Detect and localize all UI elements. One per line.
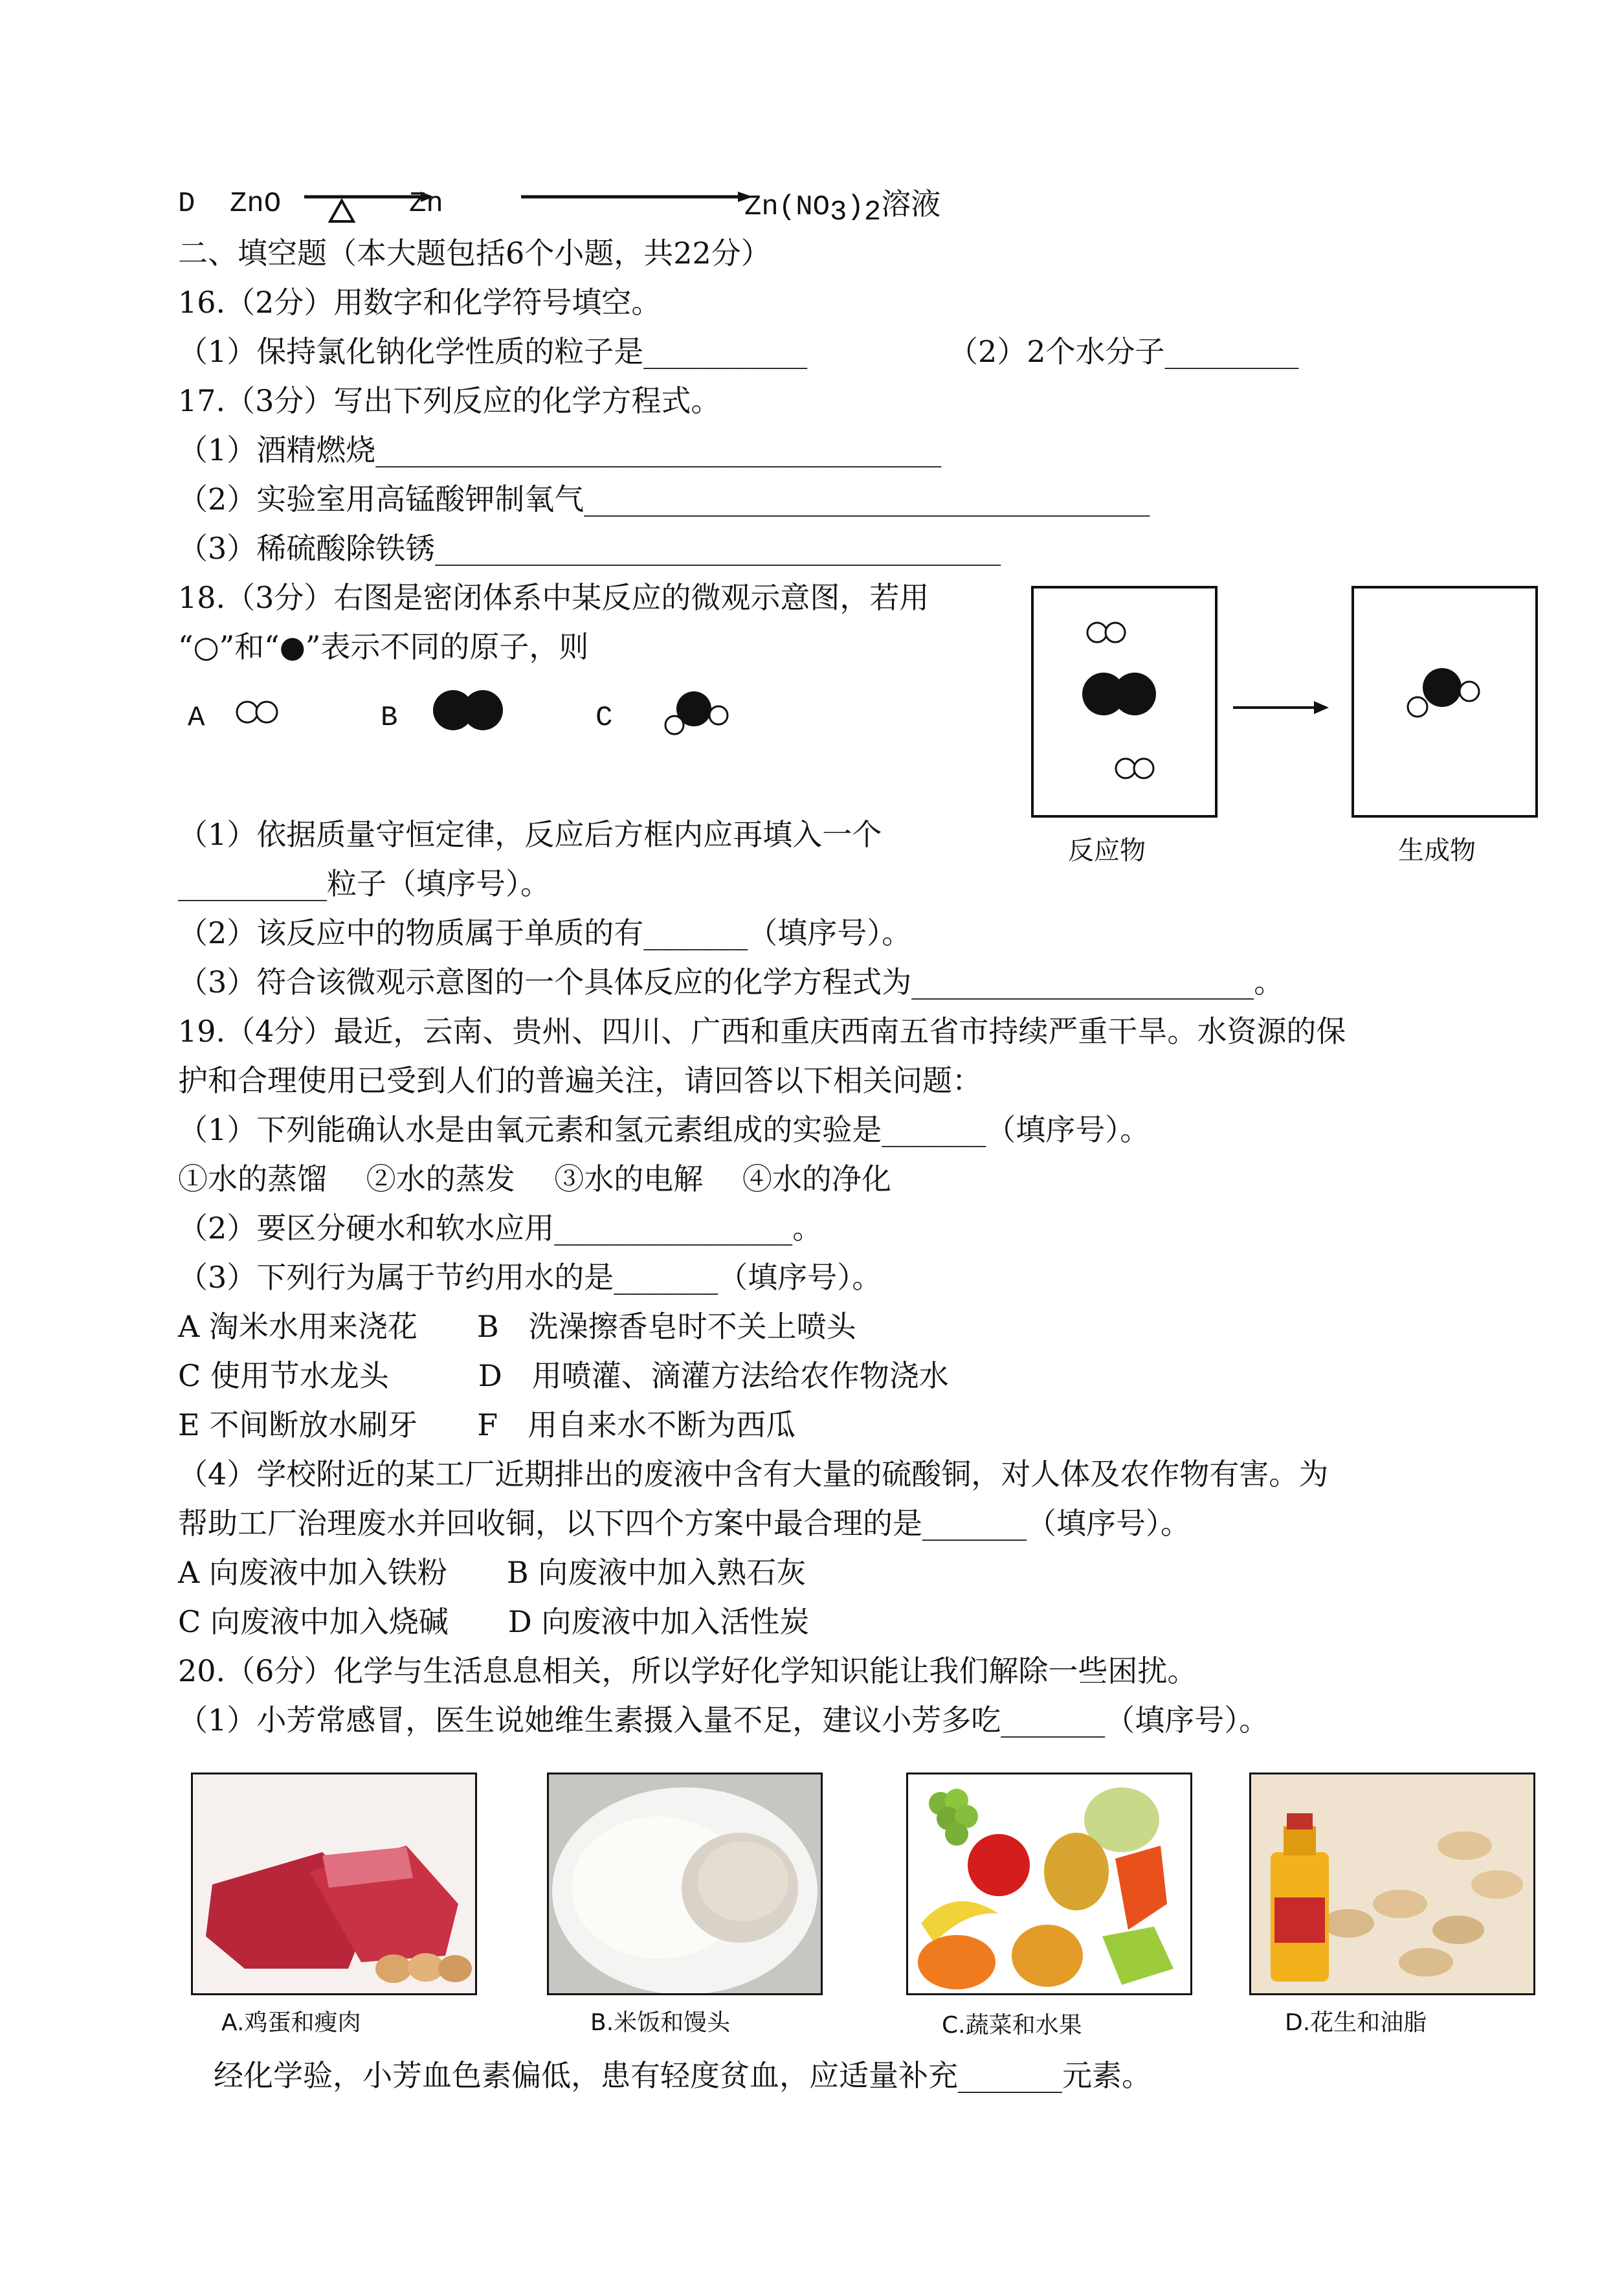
food-image-rice-bun	[547, 1773, 823, 1995]
rice-bun-icon	[549, 1774, 821, 1993]
q16-part2: （2）2个水分子_________	[948, 334, 1299, 369]
food-caption-c: C.蔬菜和水果	[942, 2012, 1082, 2039]
q19-part4-row2: C 向废液中加入烧碱 D 向废液中加入活性炭	[178, 1604, 810, 1639]
option-d-intermediate: Zn	[409, 188, 443, 220]
q19-part4-line1: （4）学校附近的某工厂近期排出的废液中含有大量的硫酸铜，对人体及农作物有害。为	[178, 1457, 1329, 1492]
option-d-letter: D	[178, 188, 195, 220]
q16-stem: 16.（2分）用数字和化学符号填空。	[178, 285, 662, 320]
q17-part3: （3）稀硫酸除铁锈______________________________________	[178, 531, 1001, 566]
q19-part3-row3: E 不间断放水刷牙 F 用自来水不断为西瓜	[178, 1407, 796, 1442]
food-image-fruits-vegetables	[906, 1773, 1192, 1995]
reactant-molecule-middle	[1082, 669, 1166, 721]
q18-stem-line2: “○”和“●”表示不同的原子，则	[178, 629, 589, 664]
q18-stem-line1: 18.（3分）右图是密闭体系中某反应的微观示意图，若用	[178, 580, 929, 615]
q18-option-c-molecule	[655, 686, 739, 744]
q19-stem-line2: 护和合理使用已受到人们的普遍关注，请回答以下相关问题：	[178, 1063, 982, 1098]
q18-option-a-label: A	[188, 702, 205, 734]
q18-part2: （2）该反应中的物质属于单质的有_______（填序号）。	[178, 915, 912, 950]
q19-part4-row1: A 向废液中加入铁粉 B 向废液中加入熟石灰	[178, 1555, 806, 1590]
food-caption-d: D.花生和油脂	[1285, 2009, 1427, 2036]
food-caption-a: A.鸡蛋和瘦肉	[221, 2009, 361, 2036]
peanuts-oil-icon	[1251, 1774, 1533, 1993]
q20-stem: 20.（6分）化学与生活息息相关，所以学好化学知识能让我们解除一些困扰。	[178, 1653, 1197, 1688]
q18-option-c-label: C	[595, 702, 613, 734]
q19-part3-row2: C 使用节水龙头 D 用喷灌、滴灌方法给农作物浇水	[178, 1358, 949, 1393]
option-d-reactant: ZnO	[230, 188, 282, 220]
q19-part3: （3）下列行为属于节约用水的是_______（填序号）。	[178, 1260, 882, 1295]
reactant-label: 反应物	[1068, 836, 1146, 866]
q19-part2: （2）要区分硬水和软水应用________________。	[178, 1211, 823, 1246]
option-d-product: $Zn(NO_3)_2$溶液	[744, 186, 941, 229]
reaction-arrow-icon	[1233, 700, 1330, 715]
food-image-peanuts-oil	[1249, 1773, 1535, 1995]
reactant-molecule-top	[1085, 621, 1150, 647]
q17-part1: （1）酒精燃烧______________________________________	[178, 432, 942, 467]
q18-option-b-label: B	[381, 702, 398, 734]
q19-part3-row1: A 淘米水用来浇花 B 洗澡擦香皂时不关上喷头	[178, 1309, 856, 1344]
arrow-right-icon	[521, 192, 754, 205]
q19-part1-options: ①水的蒸馏 ②水的蒸发 ③水的电解 ④水的净化	[178, 1161, 891, 1196]
food-caption-b: B.米饭和馒头	[590, 2009, 731, 2036]
product-label: 生成物	[1398, 836, 1476, 866]
q19-part1: （1）下列能确认水是由氧元素和氢元素组成的实验是_______（填序号）。	[178, 1112, 1150, 1147]
q20-part1: （1）小芳常感冒，医生说她维生素摄入量不足，建议小芳多吃_______（填序号）。	[178, 1703, 1269, 1738]
q18-option-b-molecule	[432, 688, 510, 733]
q18-option-a-molecule	[234, 699, 286, 725]
q16-part1: （1）保持氯化钠化学性质的粒子是___________	[178, 334, 808, 369]
reactant-box	[1031, 586, 1218, 818]
q20-part1-followup: 经化学验，小芳血色素偏低，患有轻度贫血，应适量补充_______元素。	[214, 2058, 1151, 2093]
product-box	[1351, 586, 1538, 818]
q19-stem-line1: 19.（4分）最近，云南、贵州、四川、广西和重庆西南五省市持续严重干旱。水资源的保	[178, 1014, 1346, 1049]
q18-part3: （3）符合该微观示意图的一个具体反应的化学方程式为_______________________。	[178, 965, 1284, 1000]
reactant-molecule-bottom	[1114, 757, 1179, 783]
q18-part1-line1: （1）依据质量守恒定律，反应后方框内应再填入一个	[178, 817, 882, 852]
q18-part1-line2: __________粒子（填序号）。	[178, 866, 550, 901]
q17-part2: （2）实验室用高锰酸钾制氧气______________________________________	[178, 482, 1150, 517]
meat-eggs-icon	[193, 1774, 475, 1993]
q17-stem: 17.（3分）写出下列反应的化学方程式。	[178, 383, 721, 418]
q19-part4-line2: 帮助工厂治理废水并回收铜，以下四个方案中最合理的是_______（填序号）。	[178, 1506, 1190, 1541]
fruits-vegetables-icon	[908, 1774, 1190, 1993]
section-title: 二、填空题（本大题包括6个小题，共22分）	[178, 236, 771, 271]
food-image-meat-eggs	[191, 1773, 477, 1995]
product-molecule	[1397, 663, 1494, 728]
